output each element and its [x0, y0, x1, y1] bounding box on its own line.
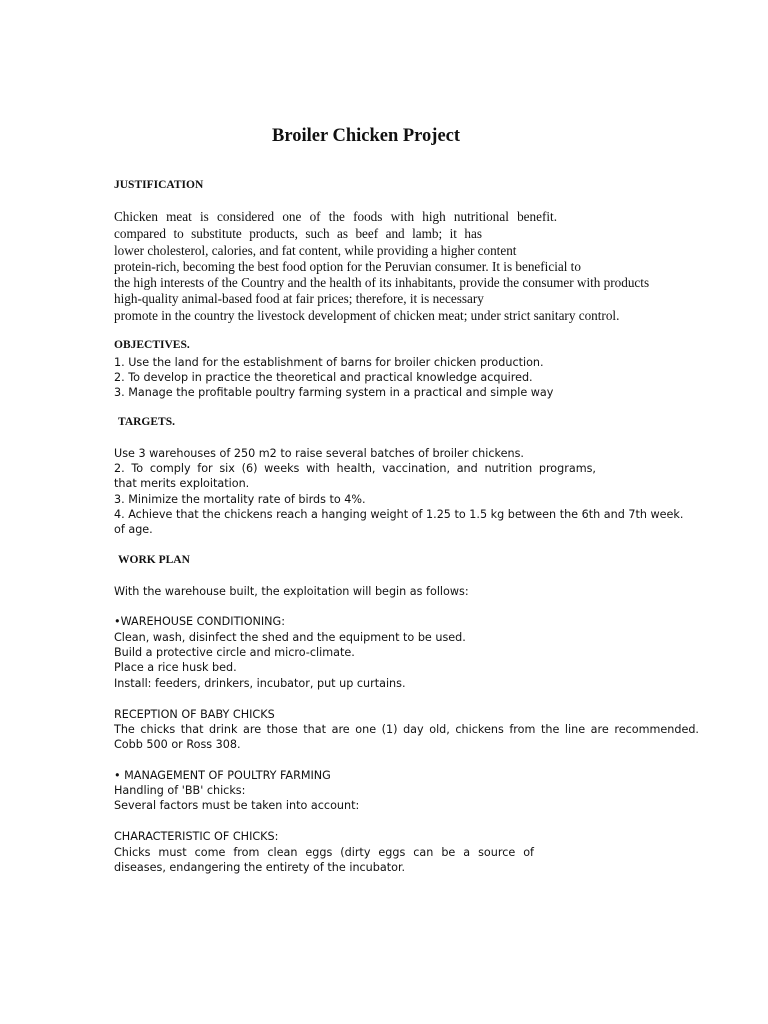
target-item: 2. To comply for six (6) weeks with health, vaccination, and nutrition programs,: [114, 462, 596, 475]
conditioning-line: Place a rice husk bed.: [114, 661, 237, 674]
justification-line: lower cholesterol, calories, and fat content, while providing a higher content: [114, 243, 517, 258]
target-item: of age.: [114, 523, 153, 536]
reception-line: Cobb 500 or Ross 308.: [114, 738, 241, 751]
management-heading: • MANAGEMENT OF POULTRY FARMING: [114, 769, 331, 782]
target-item: Use 3 warehouses of 250 m2 to raise several batches of broiler chickens.: [114, 447, 524, 460]
justification-line: Chicken meat is considered one of the foods with high nutritional benefit.: [114, 209, 557, 224]
characteristic-heading: CHARACTERISTIC OF CHICKS:: [114, 830, 279, 843]
justification-line: compared to substitute products, such as beef and lamb; it has: [114, 226, 482, 241]
justification-line: protein-rich, becoming the best food option for the Peruvian consumer. It is beneficial to: [114, 259, 581, 274]
objectives-heading: OBJECTIVES.: [114, 339, 190, 351]
objective-item: 2. To develop in practice the theoretical and practical knowledge acquired.: [114, 371, 533, 384]
justification-line: high-quality animal-based food at fair prices; therefore, it is necessary: [114, 291, 484, 306]
work-plan-intro: With the warehouse built, the exploitation will begin as follows:: [114, 585, 469, 598]
target-item: that merits exploitation.: [114, 477, 250, 490]
reception-heading: RECEPTION OF BABY CHICKS: [114, 708, 275, 721]
justification-line: the high interests of the Country and the health of its inhabitants, provide the consumer with products: [114, 275, 650, 290]
conditioning-heading: •WAREHOUSE CONDITIONING:: [114, 615, 285, 628]
page-title: Broiler Chicken Project: [272, 126, 461, 146]
work-plan-heading: WORK PLAN: [118, 554, 190, 566]
conditioning-line: Clean, wash, disinfect the shed and the equipment to be used.: [114, 631, 466, 644]
targets-heading: TARGETS.: [118, 416, 175, 428]
justification-line: promote in the country the livestock development of chicken meat; under strict sanitary control.: [114, 308, 620, 323]
characteristic-line: Chicks must come from clean eggs (dirty eggs can be a source of: [114, 846, 534, 859]
characteristic-line: diseases, endangering the entirety of the incubator.: [114, 861, 406, 874]
management-line: Several factors must be taken into account:: [114, 799, 360, 812]
conditioning-line: Build a protective circle and micro-climate.: [114, 646, 355, 659]
management-line: Handling of 'BB' chicks:: [114, 784, 246, 797]
conditioning-line: Install: feeders, drinkers, incubator, put up curtains.: [114, 677, 406, 690]
reception-line: The chicks that drink are those that are one (1) day old, chickens from the line are recommended.: [114, 723, 699, 736]
target-item: 3. Minimize the mortality rate of birds to 4%.: [114, 493, 366, 506]
target-item: 4. Achieve that the chickens reach a hanging weight of 1.25 to 1.5 kg between the 6th and 7th week.: [114, 508, 684, 521]
objective-item: 1. Use the land for the establishment of barns for broiler chicken production.: [114, 356, 544, 369]
justification-heading: JUSTIFICATION: [114, 179, 204, 191]
objective-item: 3. Manage the profitable poultry farming system in a practical and simple way: [114, 386, 554, 399]
